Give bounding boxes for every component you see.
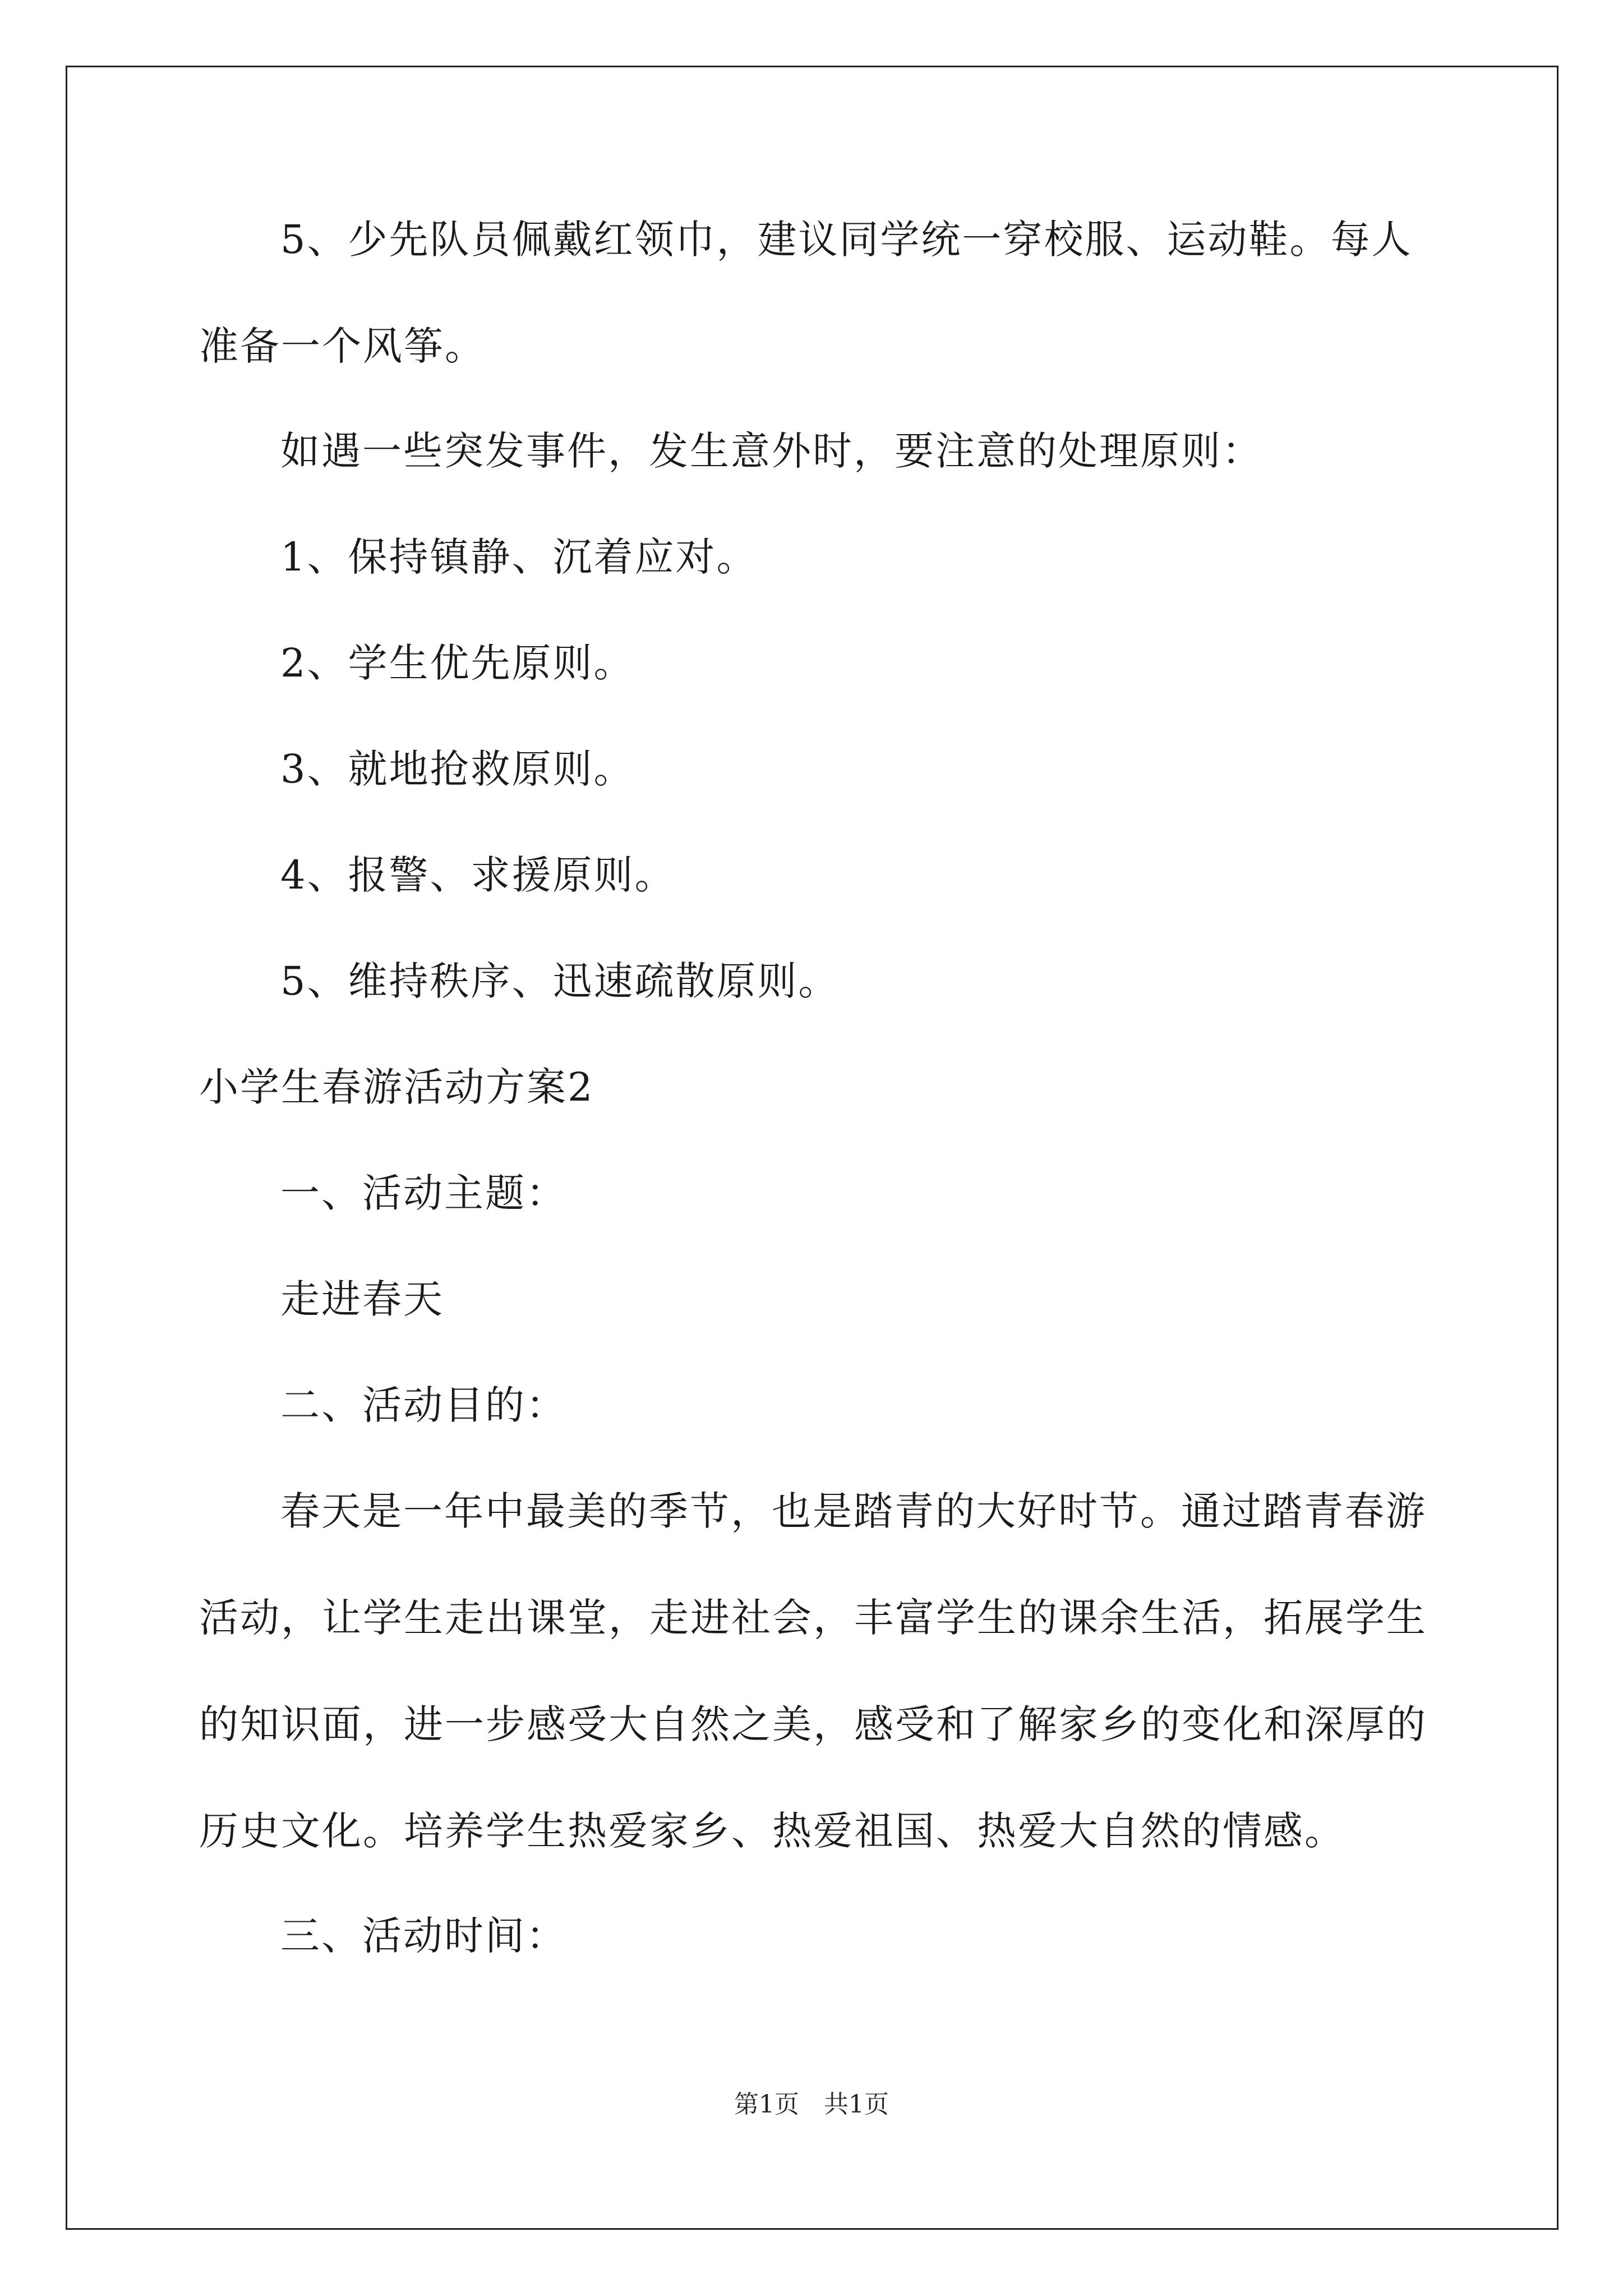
paragraph: 走进春天 bbox=[280, 1276, 444, 1322]
paragraph: 2、学生优先原则。 bbox=[280, 640, 635, 686]
paragraph: 3、就地抢救原则。 bbox=[280, 746, 635, 792]
paragraph: 5、少先队员佩戴红领巾，建议同学统一穿校服、运动鞋。每人准备一个风筝。 bbox=[199, 217, 1413, 369]
paragraph: 5、维持秩序、迅速疏散原则。 bbox=[280, 958, 840, 1004]
section-title: 小学生春游活动方案2 bbox=[199, 1064, 594, 1110]
document-body bbox=[199, 213, 1433, 2016]
paragraph: 4、报警、求援原则。 bbox=[280, 852, 676, 898]
paragraph: 如遇一些突发事件，发生意外时，要注意的处理原则： bbox=[280, 428, 1263, 474]
paragraph: 二、活动目的： bbox=[280, 1382, 567, 1428]
paragraph: 三、活动时间： bbox=[280, 1913, 567, 1959]
paragraph: 1、保持镇静、沉着应对。 bbox=[280, 534, 758, 580]
paragraph: 一、活动主题： bbox=[280, 1170, 567, 1216]
paragraph: 春天是一年中最美的季节，也是踏青的大好时节。通过踏青春游活动，让学生走出课堂，走进社会，丰富学生的课余生活，拓展学生的知识面，进一步感受大自然之美，感受和了解家乡的变化和深厚的历史文化。培养学生热爱家乡、热爱祖国、热爱大自然的情感。 bbox=[199, 1488, 1427, 1854]
page-footer: 第1页 共1页 bbox=[734, 2090, 889, 2119]
